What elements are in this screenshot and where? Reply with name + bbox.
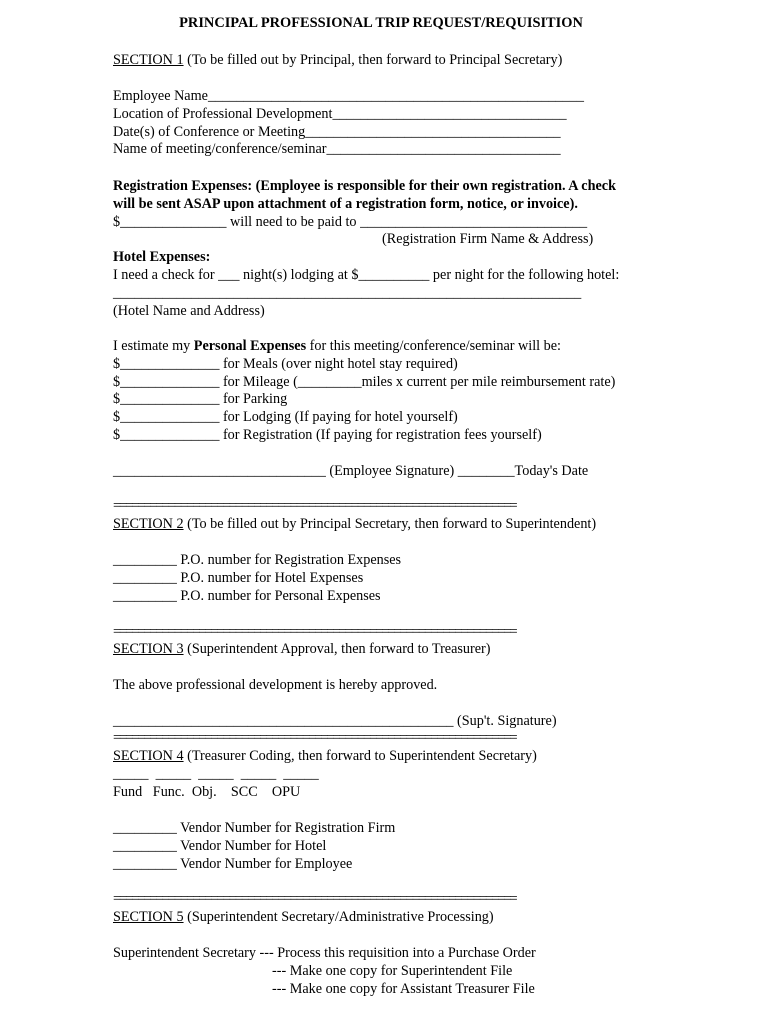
section-1-heading: SECTION 1 [113, 52, 184, 68]
processing-step-1: Superintendent Secretary --- Process this requisition into a Purchase Order [113, 945, 536, 961]
form-title: PRINCIPAL PROFESSIONAL TRIP REQUEST/REQUISITION [179, 15, 583, 31]
vendor-registration-field[interactable]: _________ Vendor Number for Registration Firm [113, 820, 396, 836]
employee-signature-line[interactable]: ______________________________ (Employee Signature) ________Today's Date [113, 463, 589, 479]
section-3-header [113, 641, 490, 659]
registration-block [113, 178, 619, 320]
registration-caption: (Registration Firm Name & Address) [382, 231, 594, 248]
section-1-header [113, 52, 562, 70]
coding-labels: Fund Func. Obj. SCC OPU [113, 784, 301, 800]
coding-blanks[interactable]: _____ _____ _____ _____ _____ [113, 766, 319, 782]
vendor-hotel-field[interactable]: _________ Vendor Number for Hotel [113, 837, 327, 854]
personal-intro-bold: Personal Expenses [193, 338, 307, 354]
vendor-numbers [113, 820, 395, 873]
hotel-heading: Hotel Expenses: [113, 249, 211, 266]
meeting-name-field[interactable]: Name of meeting/conference/seminar_________________________________ [113, 141, 561, 158]
po-registration-field[interactable]: _________ P.O. number for Registration Expenses [113, 552, 402, 568]
location-field[interactable]: Location of Professional Development_________________________________ [113, 105, 567, 122]
po-hotel-field[interactable]: _________ P.O. number for Hotel Expenses [113, 569, 364, 586]
section-4-heading: SECTION 4 [113, 748, 184, 764]
section-3-note: (Superintendent Approval, then forward to Treasurer) [183, 641, 491, 657]
personal-expenses-block [113, 338, 615, 445]
separator-3: ================================================================== [113, 730, 516, 746]
expense-meals[interactable]: $______________ for Meals (over night hotel stay required) [113, 355, 458, 372]
expense-lodging[interactable]: $______________ for Lodging (If paying for hotel yourself) [113, 409, 458, 426]
section-4-note: (Treasurer Coding, then forward to Superintendent Secretary) [183, 748, 537, 764]
separator-4: ================================================================== [113, 891, 516, 907]
registration-payment-line[interactable]: $_______________ will need to be paid to ________________________________ [113, 213, 588, 230]
section-1-note: (To be filled out by Principal, then forward to Principal Secretary) [183, 52, 563, 68]
registration-heading: Registration Expenses: (Employee is responsible for their own registration. A check [113, 178, 616, 194]
hotel-name-blank[interactable]: __________________________________________________________________ [113, 284, 582, 301]
section-2-header [113, 516, 596, 534]
hotel-caption: (Hotel Name and Address) [113, 302, 265, 319]
separator-1: ================================================================== [113, 498, 516, 514]
section-2-items [113, 552, 401, 605]
expense-mileage[interactable]: $______________ for Mileage (_________miles x current per mile reimbursement rate) [113, 373, 616, 390]
registration-heading-2: will be sent ASAP upon attachment of a registration form, notice, or invoice). [113, 195, 578, 212]
employee-name-field[interactable]: Employee Name_____________________________________________________ [113, 88, 584, 104]
vendor-employee-field[interactable]: _________ Vendor Number for Employee [113, 855, 353, 872]
approval-statement: The above professional development is hereby approved. [113, 677, 438, 693]
hotel-request-line[interactable]: I need a check for ___ night(s) lodging at $__________ per night for the following hotel: [113, 266, 620, 283]
personal-intro-pre: I estimate my [113, 338, 194, 354]
expense-registration[interactable]: $______________ for Registration (If paying for registration fees yourself) [113, 426, 542, 443]
personal-intro-post: for this meeting/conference/seminar will be: [306, 338, 561, 354]
separator-2: ================================================================== [113, 624, 516, 640]
section-5-note: (Superintendent Secretary/Administrative Processing) [183, 909, 494, 925]
processing-steps [113, 945, 536, 998]
superintendent-signature-line[interactable]: ________________________________________________ (Sup't. Signature) [113, 713, 557, 729]
processing-step-2: --- Make one copy for Superintendent File [272, 962, 513, 979]
dates-field[interactable]: Date(s) of Conference or Meeting____________________________________ [113, 123, 561, 140]
section-2-heading: SECTION 2 [113, 516, 184, 532]
section-2-note: (To be filled out by Principal Secretary, then forward to Superintendent) [183, 516, 597, 532]
section-5-heading: SECTION 5 [113, 909, 184, 925]
section-1-fields [113, 88, 584, 159]
section-5-header [113, 909, 494, 927]
expense-parking[interactable]: $______________ for Parking [113, 391, 288, 408]
personal-expenses-intro [113, 338, 615, 356]
section-3-heading: SECTION 3 [113, 641, 184, 657]
po-personal-field[interactable]: _________ P.O. number for Personal Expenses [113, 587, 381, 604]
processing-step-3: --- Make one copy for Assistant Treasurer File [272, 980, 535, 997]
section-4-header [113, 748, 537, 766]
